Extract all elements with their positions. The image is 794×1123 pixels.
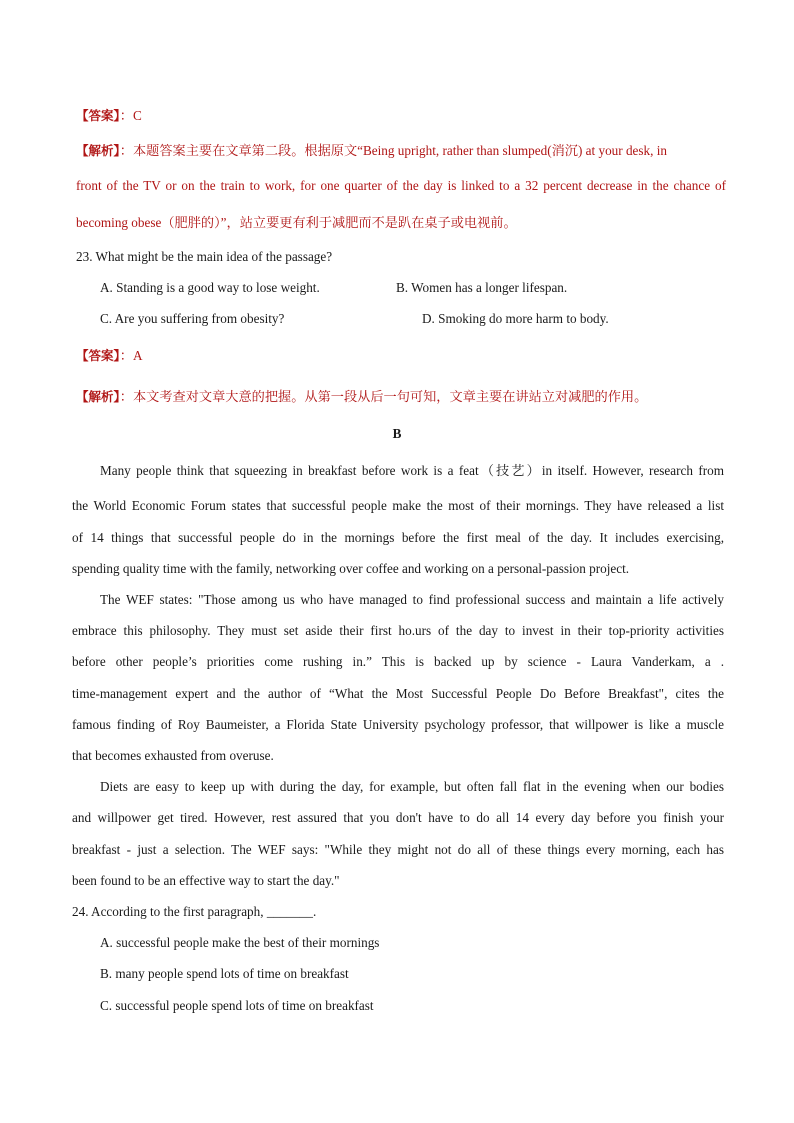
q22-analysis-text-1: ：本题答案主要在文章第二段。根据原文“Being upright, rather than slumped(消沉) at your desk, in (119, 143, 667, 158)
passage-line: that becomes exhausted from overuse. (72, 748, 274, 763)
q22-answer-tag: 【答案】 (76, 108, 120, 123)
q24-question: 24. According to the first paragraph, _______. (72, 904, 317, 919)
passage-line: time-management expert and the author of “What the Most Successful People Do Before Breakfast", cites the (72, 686, 724, 701)
passage-line: spending quality time with the family, networking over coffee and working on a personal-passion project. (72, 561, 630, 576)
passage-line: the World Economic Forum states that successful people make the most of their mornings. They have released a list (72, 498, 724, 513)
passage-line: embrace this philosophy. They must set aside their first ho.urs of the day to invest in their top-priority activities (72, 623, 724, 638)
q22-analysis-line-2: front of the TV or on the train to work, for one quarter of the day is linked to a 32 percent decrease in the chance of (76, 178, 726, 193)
q23-analysis-text: ：本文考查对文章大意的把握。从第一段从后一句可知，文章主要在讲站立对减肥的作用。 (119, 389, 648, 404)
q23-option-b: B. Women has a longer lifespan. (396, 280, 568, 295)
q23-option-c: C. Are you suffering from obesity? (100, 311, 285, 326)
passage-line: before other people’s priorities come rushing in.” This is backed up by science - Laura Vanderkam, a . (72, 654, 724, 669)
q22-analysis-tag: 【解析】 (76, 143, 120, 158)
passage-line: breakfast - just a selection. The WEF says: "While they might not do all of these things every morning, each has (72, 842, 724, 857)
passage-line: been found to be an effective way to start the day." (72, 873, 340, 888)
passage-line: famous finding of Roy Baumeister, a Florida State University psychology professor, that willpower is like a muscle (72, 717, 724, 732)
q24-option-c: C. successful people spend lots of time on breakfast (100, 998, 374, 1013)
q24-option-a: A. successful people make the best of their mornings (100, 935, 380, 950)
q23-option-d: D. Smoking do more harm to body. (422, 311, 609, 326)
section-b-heading: B (392, 426, 402, 441)
q22-analysis-line-1 (76, 143, 667, 159)
q22-answer (76, 108, 142, 124)
passage-line: Many people think that squeezing in breakfast before work is a feat（技艺）in itself. However, research from (100, 463, 724, 478)
q23-answer (76, 348, 142, 364)
q23-question: 23. What might be the main idea of the passage? (76, 249, 333, 264)
passage-line: Diets are easy to keep up with during the day, for example, but often fall flat in the evening when our bodies (100, 779, 724, 794)
passage-line: of 14 things that successful people do in the mornings before the first meal of the day. It includes exercising, (72, 530, 724, 545)
q22-analysis-line-3: becoming obese（肥胖的）”，站立要更有利于减肥而不是趴在桌子或电视前。 (76, 215, 517, 230)
q23-answer-tag: 【答案】 (76, 348, 120, 363)
q23-answer-value: ：A (119, 348, 143, 363)
q22-answer-value: ：C (119, 108, 142, 123)
q24-option-b: B. many people spend lots of time on breakfast (100, 966, 349, 981)
passage-line: and willpower get tired. However, rest assured that you don't have to do all 14 every day before you finish your (72, 810, 724, 825)
q23-option-a: A. Standing is a good way to lose weight. (100, 280, 320, 295)
q23-analysis (76, 389, 647, 405)
q23-analysis-tag: 【解析】 (76, 389, 120, 404)
passage-line: The WEF states: "Those among us who have managed to find professional success and maintain a life actively (100, 592, 724, 607)
